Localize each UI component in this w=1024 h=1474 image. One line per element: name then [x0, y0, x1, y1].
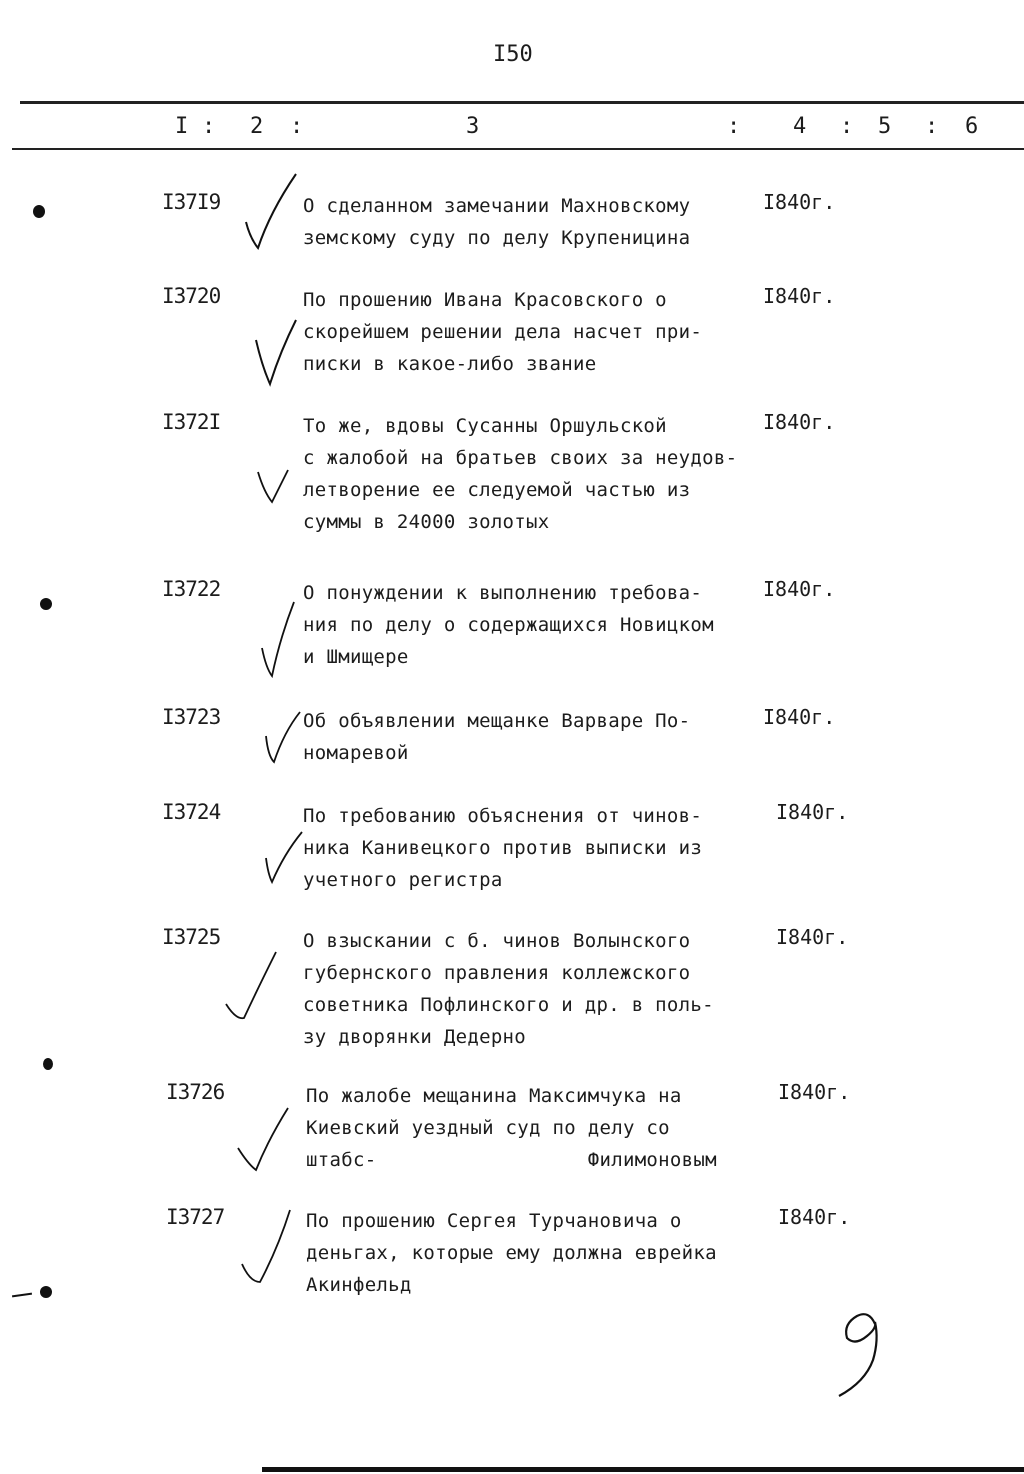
- entry-number: I37I9: [162, 190, 221, 214]
- checkmark-icon: [260, 708, 305, 768]
- description-line: По прошению Ивана Красовского о: [303, 289, 667, 311]
- description-line: То же, вдовы Сусанны Оршульской: [303, 415, 667, 437]
- checkmark-icon: [234, 1104, 294, 1174]
- table-top-rule: [20, 101, 1024, 104]
- entry-description: [303, 190, 773, 254]
- description-line: О сделанном замечании Махновскому: [303, 195, 691, 217]
- column-separator: :: [202, 114, 216, 139]
- checkmark-icon: [254, 466, 294, 506]
- binder-hole-mark: [40, 598, 52, 610]
- entry-year: I840г.: [778, 1205, 851, 1229]
- column-header-1: I: [175, 114, 189, 139]
- description-line: деньгах, которые ему должна еврейка: [306, 1242, 717, 1264]
- description-line: О взыскании с б. чинов Волынского: [303, 930, 691, 952]
- entry-number: I3725: [162, 925, 221, 949]
- binder-hole-mark: [33, 205, 45, 218]
- description-line: Об объявлении мещанке Варваре По-: [303, 710, 691, 732]
- entry-description: [303, 284, 773, 380]
- column-separator: :: [840, 114, 854, 139]
- description-line: По жалобе мещанина Максимчука на: [306, 1085, 682, 1107]
- checkmark-icon: [240, 172, 300, 252]
- description-line: с жалобой на братьев своих за неудов-: [303, 447, 738, 469]
- description-line: скорейшем решении дела насчет при-: [303, 321, 703, 343]
- description-line: ника Канивецкого против выписки из: [303, 837, 703, 859]
- entry-description: [303, 410, 773, 538]
- column-header-5: 5: [878, 114, 892, 139]
- entry-description: [303, 705, 773, 769]
- entry-year: I840г.: [763, 577, 836, 601]
- description-line: земскому суду по делу Крупеницина: [303, 227, 691, 249]
- entry-number: I372I: [162, 410, 221, 434]
- entry-year: I840г.: [763, 705, 836, 729]
- column-separator: :: [925, 114, 939, 139]
- description-line: По требованию объяснения от чинов-: [303, 805, 703, 827]
- description-line: О понуждении к выполнению требова-: [303, 582, 703, 604]
- description-line: суммы в 24000 золотых: [303, 511, 550, 533]
- checkmark-icon: [222, 948, 282, 1023]
- binder-hole-mark: [43, 1058, 53, 1070]
- checkmark-icon: [252, 318, 302, 388]
- column-header-3: 3: [466, 114, 480, 139]
- handwritten-sheet-number: [835, 1310, 895, 1404]
- page-bottom-rule: [262, 1467, 1024, 1472]
- entry-description: [303, 800, 773, 896]
- description-line: Акинфельд: [306, 1274, 412, 1296]
- description-line: По прошению Сергея Турчановича о: [306, 1210, 682, 1232]
- entry-number: I3726: [166, 1080, 225, 1104]
- column-separator: :: [727, 114, 741, 139]
- entry-description: [306, 1205, 776, 1301]
- checkmark-icon: [262, 830, 307, 885]
- entry-description: [306, 1080, 776, 1176]
- entry-year: I840г.: [763, 190, 836, 214]
- entry-description: [303, 577, 773, 673]
- description-line: и Шмищере: [303, 646, 409, 668]
- binder-hole-mark: [40, 1286, 52, 1298]
- entry-year: I840г.: [763, 410, 836, 434]
- column-header-4: 4: [793, 114, 807, 139]
- margin-stroke: [12, 1293, 32, 1298]
- entry-year: I840г.: [763, 284, 836, 308]
- description-line: номаревой: [303, 742, 409, 764]
- description-line: штабс- Филимоновым: [306, 1149, 717, 1171]
- entry-year: I840г.: [776, 925, 849, 949]
- description-line: советника Пофлинского и др. в поль-: [303, 994, 714, 1016]
- description-line: летворение ее следуемой частью из: [303, 479, 691, 501]
- entry-number: I3724: [162, 800, 221, 824]
- page-number: I50: [493, 42, 533, 67]
- description-line: Киевский уездный суд по делу со: [306, 1117, 670, 1139]
- entry-year: I840г.: [778, 1080, 851, 1104]
- entry-description: [303, 925, 773, 1053]
- description-line: ния по делу о содержащихся Новицком: [303, 614, 714, 636]
- table-header-rule: [12, 148, 1024, 150]
- description-line: писки в какое-либо звание: [303, 353, 597, 375]
- column-header-row: [0, 114, 1024, 144]
- checkmark-icon: [238, 1208, 294, 1288]
- entry-number: I3720: [162, 284, 221, 308]
- column-separator: :: [290, 114, 304, 139]
- column-header-6: 6: [965, 114, 979, 139]
- handwritten-nine-icon: [835, 1310, 895, 1400]
- column-header-2: 2: [250, 114, 264, 139]
- description-line: учетного регистра: [303, 869, 503, 891]
- checkmark-icon: [258, 598, 298, 678]
- entry-number: I3723: [162, 705, 221, 729]
- entry-number: I3727: [166, 1205, 225, 1229]
- description-line: губернского правления коллежского: [303, 962, 691, 984]
- description-line: зу дворянки Дедерно: [303, 1026, 527, 1048]
- entry-number: I3722: [162, 577, 221, 601]
- entry-year: I840г.: [776, 800, 849, 824]
